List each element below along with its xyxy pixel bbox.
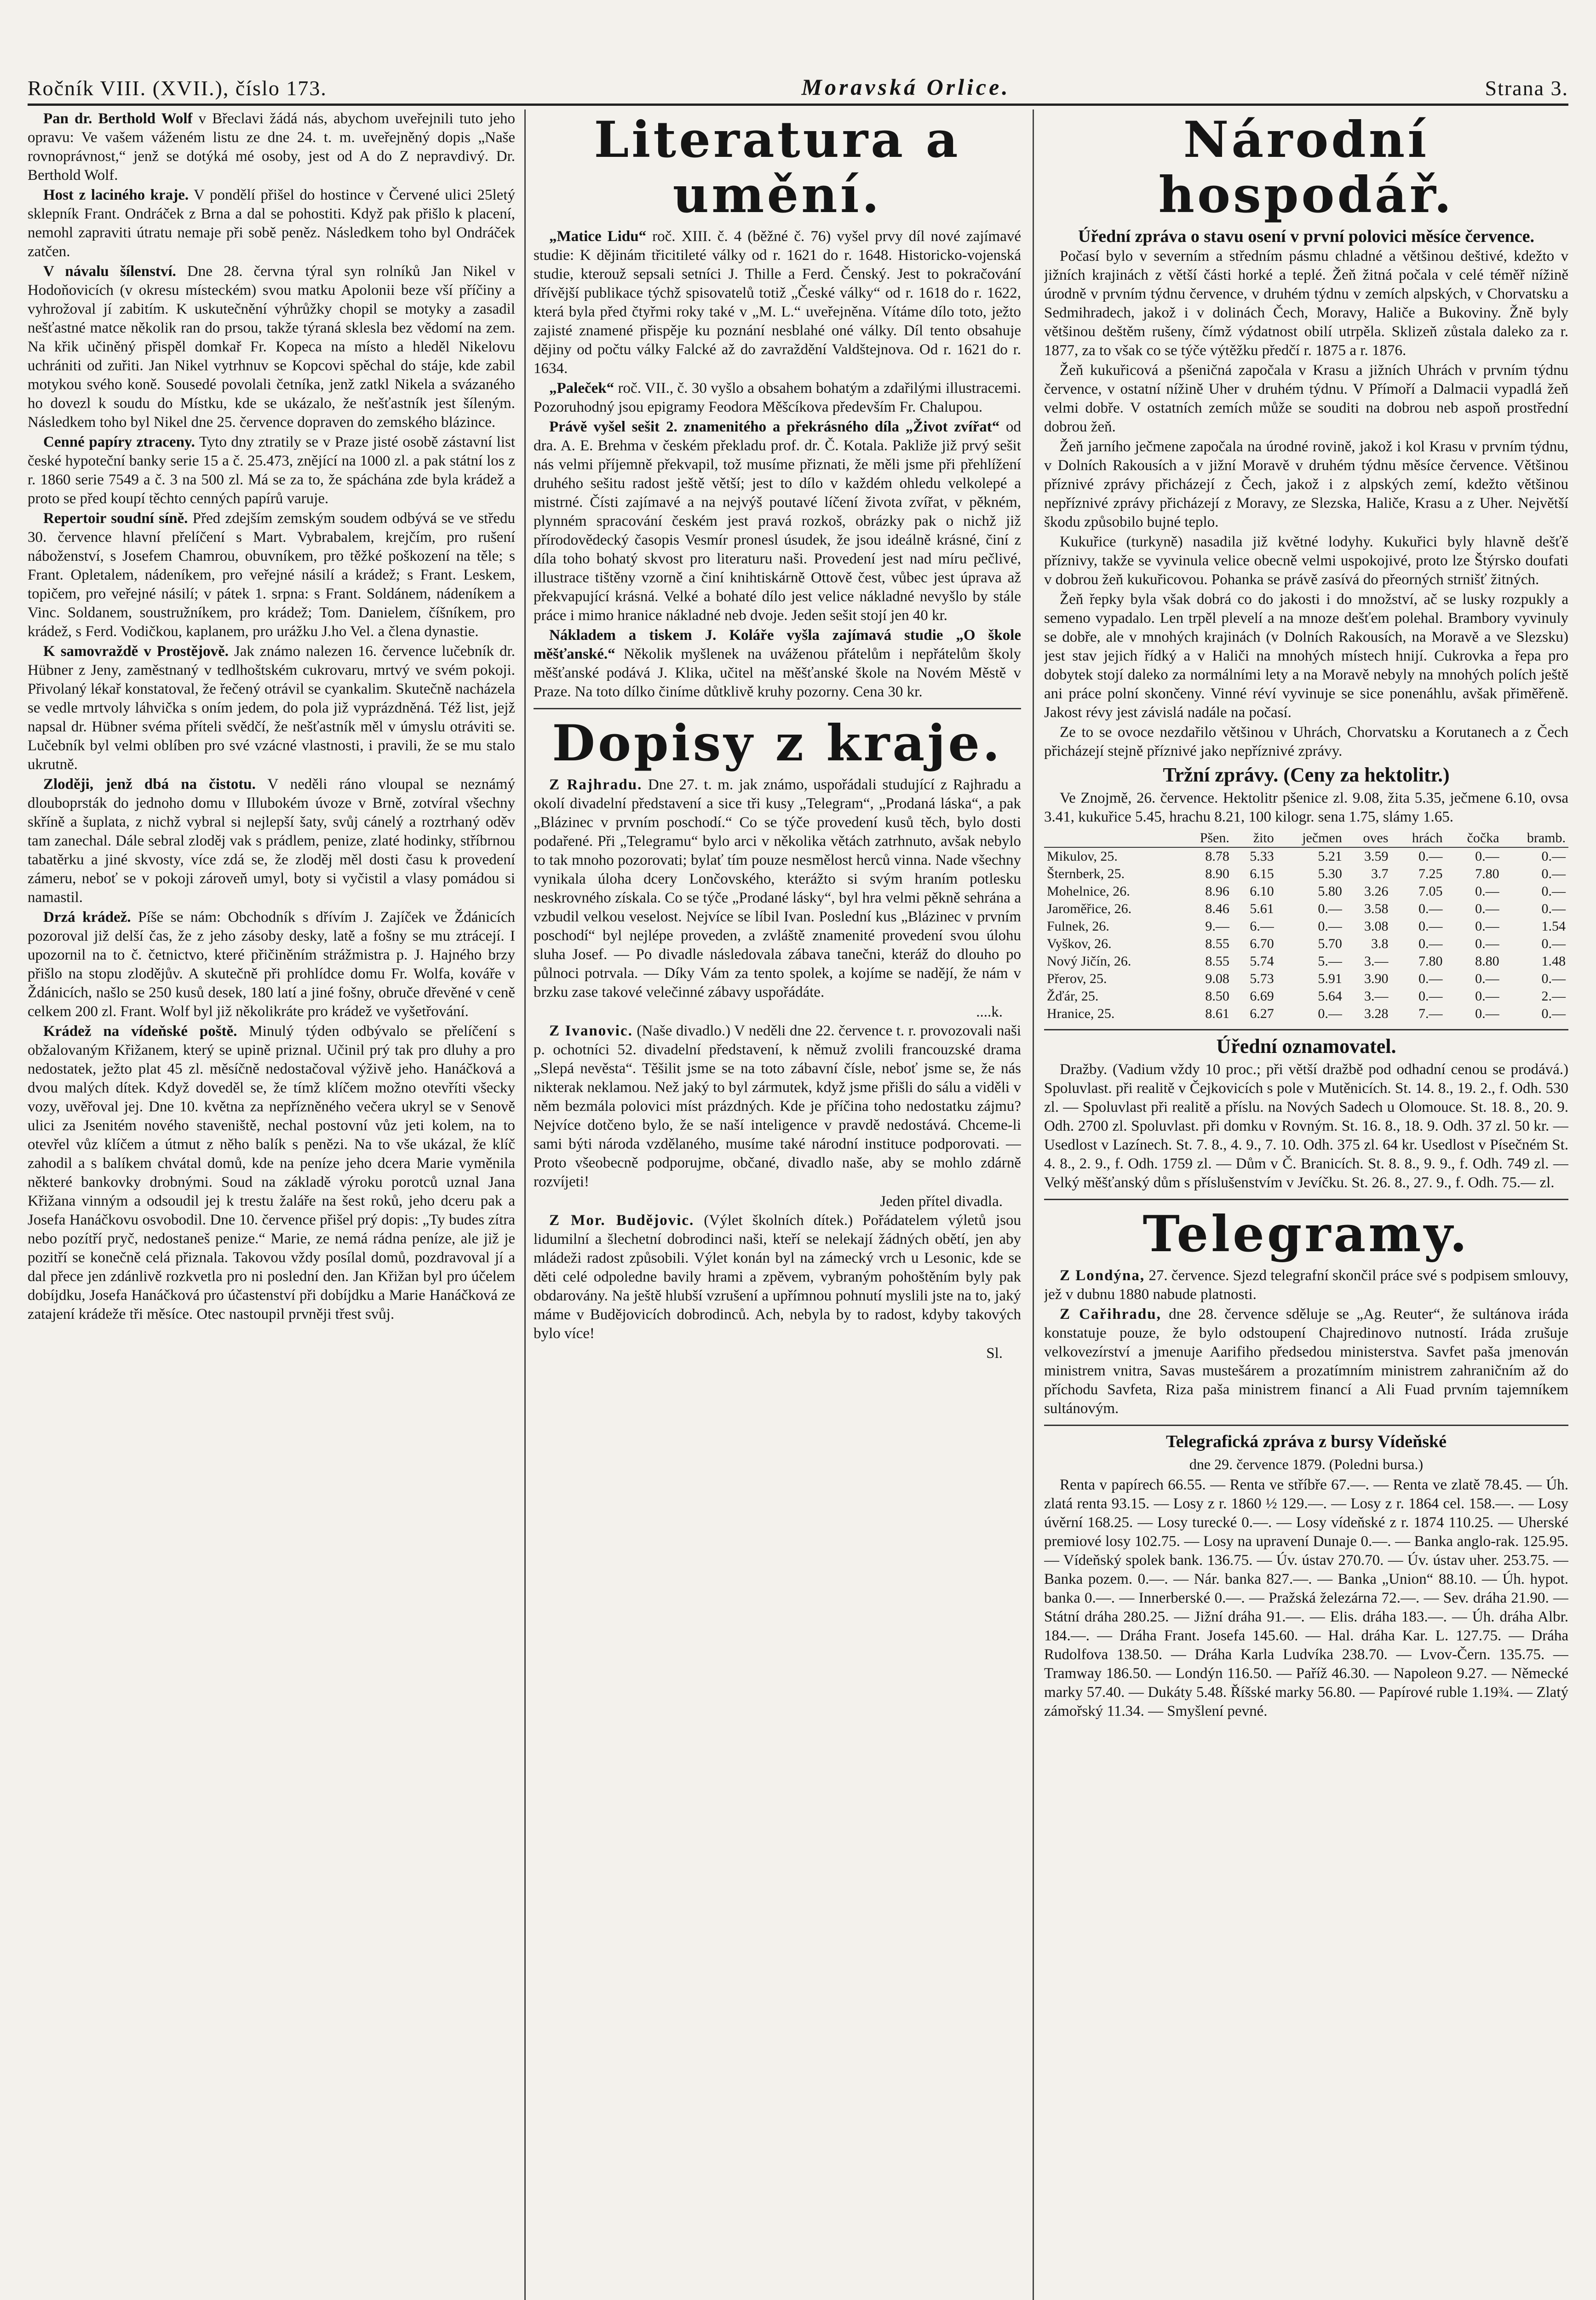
price-cell: Nový Jičín, 26. <box>1047 954 1131 969</box>
section-rule <box>1044 1029 1568 1030</box>
price-cell: 3.26 <box>1364 884 1389 899</box>
notice <box>28 775 515 907</box>
section-rule <box>1044 1199 1568 1200</box>
column-divider <box>1033 109 1034 2300</box>
notice-title: Drzá krádež. <box>43 909 131 926</box>
price-cell: 3.58 <box>1364 901 1389 916</box>
price-cell: 5.— <box>1318 954 1342 969</box>
price-cell: 8.46 <box>1205 901 1229 916</box>
price-cell: 8.55 <box>1205 936 1229 951</box>
price-cell: 0.— <box>1418 989 1443 1004</box>
item-text: roč. XIII. č. 4 (běžné č. 76) vyšel prvy díl nové zajímavé studie: K dějinám třicitileté války od r. 1621 do r. 1648. Historicko-vojenská studie, kterouž sepsali setníci J. Thille a Ferd. Čenský. Jest to pokračování dřívější publikace týchž spisovatelů totiž „České války“ od r. 1618 do r. 1622, která byla před čtyřmi roky také v „M. L.“ uveřejněna. Vítáme dílo toto, ježto zajisté znamené přispěje ku poznání nesblahé oné války. Díl tento obsahuje dějiny od počtu války Falcké až do zavraždění Valdštejnova. Od r. 1621 do r. 1634. <box>534 228 1021 377</box>
notice-title: Host z laciného kraje. <box>43 187 189 203</box>
notice <box>28 433 515 508</box>
notice <box>28 1022 515 1324</box>
telegram-text: dne 28. července sděluje se „Ag. Reuter“, že sultánova iráda konstatuje pouze, že bylo odstoupení Chajredinovo nutností. Iráda zrušuje velkovezírství a jmenuje Aarifiho předsedou ministerstva. Savfet paša jmenován ministrem vnitra, Savas mustešárem a prozatímním ministrem zahraničním až do příchodu Savfeta, Riza paša ministrem financí a Ali Fuad prvním tajemníkem sultánovým. <box>1044 1306 1568 1417</box>
bourse-text: Renta v papírech 66.55. — Renta ve stříbře 67.—. — Renta ve zlatě 78.45. — Úh. zlatá renta 93.15. — Losy z r. 1860 ½ 129.—. — Losy z r. 1864 cel. 158.—. — Losy úvěrní 168.25. — Losy turecké 0.—. — Losy vídeňské z r. 1874 110.25. — Uherské premiové losy 102.75. — Losy na upravení Dunaje 0.—. — Banka anglo-rak. 125.95. — Vídeňský spolek bank. 136.75. — Úv. ústav 270.70. — Úv. ústav uher. 253.75. — Banka pozem. 0.—. — Nár. banka 827.—. — Banka „Union“ 88.10. — Úh. hypot. banka 0.—. — Innerberské 0.—. — Pražská železárna 72.—. — Sev. dráha 21.90. — Státní dráha 280.25. — Jižní dráha 91.—. — Elis. dráha 183.—. — Úh. dráha Albr. 184.—. — Dráha Frant. Josefa 145.60. — Hal. dráha Kar. L. 127.75. — Dráha Rudolfova 138.50. — Dráha Karla Ludvíka 238.70. — Lvov-Čern. 135.75. — Tramway 186.50. — Londýn 116.50. — Paříž 46.30. — Napoleon 9.27. — Německé marky 57.40. — Dukáty 5.48. Říšské marky 56.80. — Papírové ruble 1.19¾. — Zlatý zámořský 11.34. — Smyšlení pevné. <box>1044 1477 1568 1719</box>
table-row <box>1044 883 1568 900</box>
notice <box>28 186 515 261</box>
literature-item <box>534 418 1021 625</box>
price-cell: Hranice, 25. <box>1047 1006 1115 1021</box>
table-row <box>1044 1005 1568 1023</box>
price-cell: 7.80 <box>1475 866 1499 881</box>
letter-place: Z Rajhradu. <box>549 776 643 793</box>
letter-place: Z Mor. Budějovic. <box>549 1212 695 1229</box>
bourse-title: Telegrafická zpráva z bursy Vídeňské <box>1165 1432 1447 1451</box>
price-cell: Fulnek, 26. <box>1047 919 1109 934</box>
price-cell: 5.80 <box>1318 884 1342 899</box>
item-title: Nákladem a tiskem J. Koláře vyšla zajímavá studie „O škole měšťanské.“ <box>534 627 1021 662</box>
section-rule <box>1044 1425 1568 1426</box>
letter-text: (Naše divadlo.) V neděli dne 22. července t. r. provozovali naši p. ochotníci 52. divadelní představení, k němuž zvolili francouzské drama „Slepá nevěsta“. Těšilit jsme se na toto zábavní čísle, neboť jsme se, že nás nikterak neklamou. Než jaký to byl zármutek, když jsme přišli do sálu a viděli v něm bezmála polovici míst prázdných. Kde je příčina toho nedostatku zájmu? Nejvíce dotčeno bylo, že se naší inteligence v pravdě nedostává. Chceme-li sami býti národa vzdělaného, musíme také národní instituce podporovati. — Proto všeobecně podporujme, občané, divadlo naše, aby se mohlo zdárně rozvíjeti! <box>534 1023 1021 1190</box>
letter-signature: ....k. <box>976 1004 1003 1020</box>
price-cell: 5.61 <box>1250 901 1274 916</box>
official-notices-text: Dražby. (Vadium vždy 10 proc.; při větší dražbě pod odhadní cenou se prodává.) Spoluvlast. při realitě v Čejkovicích s pole v Mutěnicích. St. 14. 8., 19. 2., f. Odh. 530 zl. — Spoluvlast při realitě a příslu. na Nových Sadech u Olomouce. St. 18. 8., 20. 9. Odh. 2700 zl. Spoluvlast. při domku v Rovným. St. 16. 8., 18. 9. Odh. 37 zl. 50 kr. — Usedlost v Lazínech. St. 7. 8., 4. 9., 7. 10. Odh. 375 zl. 64 kr. Usedlost v Písečném St. 4. 8., 2. 9., f. Odh. 1759 zl. — Dům v Č. Branicích. St. 8. 8., 9. 9., f. Odh. 749 zl. — Velký měšťanský dům s příslušenstvím v Jevíčku. St. 26. 8., 27. 9., f. Odh. 75.— zl. <box>1044 1061 1568 1191</box>
price-cell: 5.30 <box>1318 866 1342 881</box>
price-cell: 3.59 <box>1364 849 1389 864</box>
price-cell: 7.25 <box>1418 866 1443 881</box>
price-cell: 6.15 <box>1250 866 1274 881</box>
price-cell: 2.— <box>1541 989 1566 1004</box>
notice-text: Jak známo nalezen 16. července lučebník dr. Hübner z Jeny, zaměstnaný v tedlhoštském cukrovaru, mrtvý ve svém pokoji. Přivolaný lékař konstatoval, že řečený otrávil se cyankalim. Skutečně nacházela se vedle mrtvoly láhvička s oním jedem, do pola již vyprázdněná. Též list, jejž napsal dr. Hübner svéma příteli svědčí, že nešťastník měl v úmyslu otráviti se. Lučebník byl velmi oblíben pro své vzácné vlastnosti, i pravili, že se mu stalo ukrutně. <box>28 643 515 773</box>
item-title: „Paleček“ <box>549 380 614 397</box>
price-cell: 3.90 <box>1364 971 1389 986</box>
price-cell: 0.— <box>1318 1006 1342 1021</box>
telegram-text: 27. července. Sjezd telegrafní skončil práce své s podpisem smlouvy, jež v dubnu 1880 nabude platnosti. <box>1044 1267 1568 1303</box>
price-column-header: bramb. <box>1502 829 1568 847</box>
report-paragraph: Ze to se ovoce nezdařilo většinou v Uhrách, Chorvatsku a Korutanech a z Čech přicházejí stejně příznivé jako nepříznivé zprávy. <box>1044 724 1568 759</box>
price-cell: 8.50 <box>1205 989 1229 1004</box>
item-text: roč. VII., č. 30 vyšlo a obsahem bohatým a zdařilými illustracemi. Pozoruhodný jsou epigramy Feodora Měšcíkova především Fr. Chalupou. <box>534 380 1021 415</box>
letter-text: (Výlet školních dítek.) Pořádatelem výletů jsou lidumilní a šlechetní dobrodinci naši, kteří se nelekají žádných obětí, jen aby mládeži radost způsobili. Výlet konán byl na zámecký vrch u Lesonic, kde se děti celé odpoledne bavily hrami a zpěvem, vybraným pohoštěním byly pak obdarovány. Na ještě hlubší vzrušení a upřímnou pohnutí myslili jste na to, jaký máme v Budějovicích dobrodinců. Ach, nebyla by to radost, kdyby takových bylo více! <box>534 1212 1021 1342</box>
table-row <box>1044 847 1568 865</box>
notice-text: V pondělí přišel do hostince v Červené ulici 25letý sklepník Frant. Ondráček z Brna a dal se pohostiti. Když pak přišlo k placení, nemohl zapraviti útratu nemaje při sobě peněz. Následkem toho byl Ondráček zatčen. <box>28 187 515 260</box>
report-paragraph: Kukuřice (turkyně) nasadila již květné lodyhy. Kukuřici byly hlavně dešťě příznivy, takže se vyvinula velice obecně velmi uspokojivé, proto lze Štýrsko doufati v dobrou žeň kukuřicovou. Pohanka se právě zasívá do přeorných strnišť žitných. <box>1044 534 1568 588</box>
letter-text: Dne 27. t. m. jak známo, uspořádali studující z Rajhradu a okolí divadelní představení a sice tři kusy „Telegram“, „Prodaná láska“, a pak „Blázinec v prvním poschodí.“ Co se týče provedení kusů těch, bylo dosti podařené. Při „Telegramu“ bylo arci v několika větách zatrhnuto, avšak nebylo to tak mnoho pozorovati; bylať tím pouze nesmělost herců vinna. Nade všechny vynikala úloha dcery Lončovského, kterážto si svým hraním potlesku neskrovného získala. Co se týče „Prodané lásky“, byl hra velmi pěkně sehrána a vzbudil velkou veselost. Nejvíce se líbil Ivan. Poslední kus „Blázinec v prvním poschodí“ byl nejlépe proveden, a zvláště znamenité provedení svou úlohu sluha Josef. — Po divadle následovala zábava tanečni, kteráž do dlouho po půlnoci potrvala. — Díky Vám za tento spolek, a kojíme se nadějí, že nám v brzku zase takové velečinné zábavy uspořádáte. <box>534 776 1021 1000</box>
table-row <box>1044 970 1568 988</box>
market-intro: Ve Znojmě, 26. července. Hektolitr pšenice zl. 9.08, žita 5.35, ječmene 6.10, ovsa 3.41, kukuřice 5.45, hrachu 8.21, 100 kilogr. sena 1.75, slámy 1.65. <box>1044 790 1568 825</box>
price-cell: 5.33 <box>1250 849 1274 864</box>
price-cell: 8.61 <box>1205 1006 1229 1021</box>
price-cell: 3.7 <box>1371 866 1389 881</box>
column-local-news <box>28 109 515 2300</box>
official-notices-title: Úřední oznamovatel. <box>1216 1035 1396 1058</box>
price-cell: 6.27 <box>1250 1006 1274 1021</box>
price-column-header: Pšen. <box>1179 829 1232 847</box>
price-cell: 0.— <box>1475 884 1499 899</box>
price-table-header <box>1044 829 1568 847</box>
price-cell: 9.08 <box>1205 971 1229 986</box>
market-reports-title: Tržní zprávy. (Ceny za hektolitr.) <box>1163 764 1450 786</box>
price-table-body <box>1044 847 1568 1023</box>
price-cell: Mikulov, 25. <box>1047 849 1118 864</box>
price-table <box>1044 829 1568 1023</box>
price-cell: Jaroměřice, 26. <box>1047 901 1132 916</box>
price-cell: Mohelnice, 26. <box>1047 884 1130 899</box>
price-cell: 0.— <box>1475 936 1499 951</box>
item-text: od dra. A. E. Brehma v českém překladu prof. dr. Č. Kotala. Pakliže již prvý sešit nás velmi příjemně překvapil, tož musíme přiznati, že měli jsme při přehlížení druhého sešitu radost ještě větší; jest to dílo v každém ohledu velkolepé a mistrné. Čísti zajímavé a na nejvýš poutavé líčení života zvířat, v pěkném, plynném spracování českém jest pravá rozkoš, obrázky pak o nichž již přírodovědecký časopis Vesmír pronesl úsudek, že jsou ideálně krásné, činí z díla toho bohatý skvost pro literaturu naši. Provedení jest nad míru pečlivé, illustrace tištěny vzorně a činí knihtiskárně Ottově čest, vůbec jest úprava až překvapující krásná. Velké a bohaté dílo jest velice nákladné nevyšlo by stále práce i mimo hranice nákladné neb dvoje. Jeden sešit stojí jen 40 kr. <box>534 419 1021 624</box>
price-cell: 0.— <box>1541 866 1566 881</box>
price-cell: 0.— <box>1541 1006 1566 1021</box>
price-cell: 0.— <box>1541 849 1566 864</box>
letter-place: Z Ivanovic. <box>549 1023 633 1039</box>
notice-text: Minulý týden odbývalo se přelíčení s obžalovaným Křižanem, který se upině priznal. Učinil prý tak pro dluhy a pro nedostatek, ježto plat 45 zl. měsíčně nedostačoval výživě jeho. Hanáčková a dvou malých dítek. Když doveděl se, že tímž klíčem možno otevříti všecky vozy, uvěřoval jej. Dne 10. května za nepřízněného večera ukryl se v Senově ulici za Jsenitém nového staveniště, nechal postovní vůz jeti kolem, na to otevřel vůz klíčem a útmut z něho balík s penězi. Na to vše ukázal, že klíč zahodil a s balíkem chvátal domů, kde na peníze jeho dcera Marie vyměnila některé bankovky drobnými. Soud na základě výroku porotců uznal Jana Křižana vinným a odsoudil jej k trestu žaláře na šest roků, jeho dceru pak a Josefa Hanáčkovu osvobodil. Dne 10. července přišel prý dopis: „Ty budes zítra nebo pozítří pryč, nedostaneš penize.“ Marie, ze nemá rádna peníze, ale již je pozitří se konečně celá přiznala. Takovou vždy posílal domů, pozdravoval jí a dal přece jen zdánlivě rozkvetla pro ni poslední den. Jan Křižan byl pro účelem dobíjdku, Josefa Hanáčková pro účastenství při dobíjdku a Marie Hanáčková ze zatajení krádeže tři měsíce. Otec nastoupil prvněji třest svůj. <box>28 1023 515 1322</box>
price-cell: 6.— <box>1250 919 1274 934</box>
price-cell: 0.— <box>1475 849 1499 864</box>
price-cell: 5.64 <box>1318 989 1342 1004</box>
price-cell: 0.— <box>1541 936 1566 951</box>
telegram-place: Z Londýna, <box>1060 1267 1145 1284</box>
notice-text: Dne 28. června týral syn rolníků Jan Nikel v Hodoňovicích (v okresu místeckém) svou matku Apolonii beze vší příčiny a vyhrožoval jí zabitím. K uskutečnění výhrůžky chopil se motyky a zasadil nešťastné matce několik ran do prsou, takže týraná sklesla bez vědomí na zem. Na křik učiněný přispěl domkař Fr. Kopeca na místo a hleděl Nikelovu uchrániti od zuřiti. Jan Nikel vytrhnuv se Kopcovi spěchal do stáje, kde zabil motykou svého koně. Sousedé povolali četníka, jenž zatkl Nikela a svázaného ho dovezl k soudu do Místku, kde se ukázalo, že nešťastník jest šíleným. Následkem toho byl Nikel dne 25. července dopraven do zemského blázince. <box>28 263 515 431</box>
report-paragraph: Žeň řepky byla však dobrá co do jakosti i do množství, ač se lusky rozpukly a semeno vypadalo. Len trpěl plevelí a na mnoze dešťem polehal. Brambory vyvinuly se dobře, ale v mnohých krajinách (v Dolních Rakousích, na Moravě a ve Slezsku) jest stav jejich řídký a v Haliči na mnohých místech hnijí. Cukrovka a řepa pro dobytek stojí daleko za normálními lety a na Moravě nebyly na mnohých polích ještě ani práce polní skončeny. Vinné réví vyvinuje se sice ponenáhlu, avšak přiměřeně. Jakost révy jest závislá nadále na počasí. <box>1044 591 1568 721</box>
price-cell: 0.— <box>1318 901 1342 916</box>
price-cell: 0.— <box>1475 901 1499 916</box>
price-cell: 8.78 <box>1205 849 1229 864</box>
price-cell: 0.— <box>1475 1006 1499 1021</box>
notice-title: Krádež na vídeňské poště. <box>43 1023 237 1040</box>
price-cell: 0.— <box>1318 919 1342 934</box>
price-cell: 3.— <box>1364 989 1389 1004</box>
price-cell: 0.— <box>1418 919 1443 934</box>
price-cell: Vyškov, 26. <box>1047 936 1112 951</box>
notice-text: Píše se nám: Obchodník s dřívím J. Zajíček ve Ždánicích pozoroval již delší čas, že z jeho zásoby desky, latě a fošny se mu ztrácejí. I upozornil na to č. četnictvo, které přičiněním strážmistra p. J. Hajného brzy přišlo na stopu zlodějův. A skutečně při prohlídce domu Fr. Wolfa, kováře v Ždánicích, našlo se 250 kusů desek, 180 latí a jiné fošny, obruče dřevěné v ceně celkem 200 zl. Frant. Wolf byl již několikráte pro krádež ve vyšetřování. <box>28 909 515 1020</box>
price-column-header: čočka <box>1446 829 1502 847</box>
price-cell: 5.91 <box>1318 971 1342 986</box>
notice-title: V návalu šílenství. <box>43 263 176 280</box>
newspaper-name: Moravská Orlice. <box>801 74 1010 100</box>
item-text: Několik myšlenek na uváženou přátelům i nepřátelům školy měšťanské podává J. Klika, učitel na měšťanské škole na Novém Městě v Praze. Na toto dílko činíme důtklivě kruhy pozorny. Cena 30 kr. <box>534 646 1021 700</box>
price-cell: 3.8 <box>1371 936 1389 951</box>
header-rule <box>28 104 1568 106</box>
report-paragraph: Žeň jarního ječmene započala na úrodné rovině, jakož i kol Krasu v prvním týdnu, v Dolních Rakousích a v jižní Moravě v druhém týdnu měsíce července. Většinou příznivé zprávy přicházejí z Čech, jakož i z alpských zemí, kdežto většinou nepříznivé zprávy přicházejí z Moravy, ze Slezska, Haliče, Krasu a z Uher. Největší škodu způsobilo bujné teplo. <box>1044 438 1568 530</box>
letter-signature: Sl. <box>986 1345 1003 1362</box>
table-row <box>1044 935 1568 953</box>
price-cell: Přerov, 25. <box>1047 971 1107 986</box>
price-cell: Žďár, 25. <box>1047 989 1099 1004</box>
price-cell: Šternberk, 25. <box>1047 866 1125 881</box>
price-cell: 8.90 <box>1205 866 1229 881</box>
price-cell: 1.48 <box>1541 954 1566 969</box>
section-title-letters: Dopisy z kraje. <box>552 714 1003 772</box>
price-column-header <box>1044 829 1179 847</box>
price-cell: 6.10 <box>1250 884 1274 899</box>
price-cell: 7.80 <box>1418 954 1443 969</box>
literature-item <box>534 227 1021 378</box>
notice-title: Repertoir soudní síně. <box>43 510 188 527</box>
section-title-economy: Národní hospodář. <box>1158 111 1454 224</box>
price-cell: 0.— <box>1475 989 1499 1004</box>
notice <box>28 262 515 432</box>
price-cell: 1.54 <box>1541 919 1566 934</box>
notice-title: Zloději, jenž dbá na čistotu. <box>43 776 256 793</box>
price-cell: 0.— <box>1541 901 1566 916</box>
notice <box>28 509 515 641</box>
price-cell: 0.— <box>1418 971 1443 986</box>
column-economy <box>1044 109 1568 2300</box>
notice-text: v Břeclavi žádá nás, abychom uveřejnili tuto jeho opravu: Ve vašem váženém listu ze dne 24. t. m. uveřejněný dopis „Naše rovnoprávnost,“ jenž se dotýká mé osoby, jest od A do Z nepravdivý. Dr. Berthold Wolf. <box>28 110 515 184</box>
notice-title: K samovraždě v Prostějově. <box>43 643 229 660</box>
telegram <box>1044 1305 1568 1418</box>
column-divider <box>524 109 526 2300</box>
notice-text: Před zdejším zemským soudem odbývá se ve středu 30. července hlavní přelíčení s Mart. Vybrabalem, krejčím, pro rušení náboženství, s Josefem Chamrou, obuvníkem, pro těžké poškození na těle; s Frant. Opletalem, nádeníkem, pro veřejné násilí a krádež; s Frant. Leskem, topičem, pro veřejné násilí; v pátek 1. srpna: s Frant. Soldánem, nádeníkem a Vinc. Soldanem, soustružníkem, pro krádež; Tom. Danielem, číšníkem, pro krádež, s Ferd. Vodičkou, kaplanem, pro urážku J.ho Vel. a člena dynastie. <box>28 510 515 640</box>
notice-title: Pan dr. Berthold Wolf <box>43 110 193 127</box>
table-row <box>1044 953 1568 970</box>
item-title: Právě vyšel sešit 2. znamenitého a překrásného díla „Život zvířat“ <box>549 419 1000 435</box>
running-header <box>28 54 1568 100</box>
price-cell: 0.— <box>1475 971 1499 986</box>
notice <box>28 908 515 1021</box>
price-cell: 7.05 <box>1418 884 1443 899</box>
letter <box>534 1211 1021 1343</box>
price-cell: 3.— <box>1364 954 1389 969</box>
column-literature-letters <box>534 109 1021 2300</box>
price-cell: 3.28 <box>1364 1006 1389 1021</box>
item-title: „Matice Lidu“ <box>549 228 647 245</box>
report-title: Úřední zpráva o stavu osení v první polovici měsíce července. <box>1078 227 1535 246</box>
price-cell: 8.80 <box>1475 954 1499 969</box>
price-cell: 7.— <box>1418 1006 1443 1021</box>
price-cell: 6.69 <box>1250 989 1274 1004</box>
price-cell: 8.96 <box>1205 884 1229 899</box>
price-cell: 0.— <box>1475 919 1499 934</box>
telegram-place: Z Cařihradu, <box>1060 1306 1161 1322</box>
table-row <box>1044 918 1568 935</box>
letter <box>534 776 1021 1002</box>
price-cell: 5.70 <box>1318 936 1342 951</box>
price-cell: 5.21 <box>1318 849 1342 864</box>
section-title-telegrams: Telegramy. <box>1142 1205 1470 1263</box>
report-paragraph: Počasí bylo v severním a středním pásmu chladné a většinou deštivé, kdežto v jižních krajinách z větší části horké a teplé. Žeň žitná počala v celé téměř nížině úrodně v prvním týdnu července, v druhém týdnu v zemích alpských, v Chorvatsku a Sedmihradech, jakož i v dolinách Čech, Moravy, Haliče a Bukoviny. Žně byly většinou deštěm rušeny, čímž výdatnost obilí utrpěla. Sklizeň zůstala daleko za r. 1877, za to však co se týče výtěžku předčí r. 1875 a r. 1876. <box>1044 248 1568 359</box>
price-cell: 0.— <box>1541 971 1566 986</box>
issue-number: Ročník VIII. (XVII.), číslo 173. <box>28 76 327 100</box>
price-cell: 0.— <box>1418 901 1443 916</box>
letter-signature: Jeden přítel divadla. <box>880 1193 1003 1210</box>
table-row <box>1044 865 1568 883</box>
telegram <box>1044 1266 1568 1304</box>
price-cell: 3.08 <box>1364 919 1389 934</box>
literature-item <box>534 379 1021 417</box>
notice-title: Cenné papíry ztraceny. <box>43 434 195 450</box>
page-number: Strana 3. <box>1485 76 1568 100</box>
price-cell: 5.74 <box>1250 954 1274 969</box>
price-column-header: oves <box>1345 829 1391 847</box>
price-cell: 9.— <box>1205 919 1229 934</box>
price-cell: 5.73 <box>1250 971 1274 986</box>
table-row <box>1044 988 1568 1005</box>
report-paragraph: Žeň kukuřicová a pšeničná započala v Krasu a jižních Uhrách v prvním týdnu července, v ostatní nížině Uher v druhém týdnu. V Přímoří a Dalmacii vypadlá žeň velmi dobře. V ostatních zemích může se souditi na dobrou neb aspoň prostřední dobrou žeň. <box>1044 362 1568 435</box>
letter <box>534 1022 1021 1191</box>
section-rule <box>534 708 1021 709</box>
price-cell: 0.— <box>1418 936 1443 951</box>
notice <box>28 642 515 774</box>
notice-text: Tyto dny ztratily se v Praze jisté osobě zástavní list české hypoteční banky serie 15 a č. 25.473, znějící na 1000 zl. a pak státní los z r. 1860 serie 7549 a č. 3 na 500 zl. Má se za to, že spáchána zde byla krádež a proto se před koupí těchto cenných papírů varuje. <box>28 434 515 507</box>
price-column-header: žito <box>1232 829 1277 847</box>
table-row <box>1044 900 1568 918</box>
price-cell: 0.— <box>1418 849 1443 864</box>
bourse-date: dne 29. července 1879. (Poledni bursa.) <box>1189 1456 1424 1472</box>
notice-text: V neděli ráno vloupal se neznámý dlouboprsták do jednoho domu v Illubokém úvoze v Brně, zotvíral všechny skříně a šuplata, z nichž vybral si nejlepší šaty, svůj cánelý a roztrhaný oděv tam zanechal. Dále sebral zloděj vak s prádlem, penize, zlaté hodinky, stříbrnou tabatěrku a jiné skvosty, více zdá se, že zloděj měl dosti času k provedení zámeru, neboť se v pokoji zároveň umyl, boty si vyčistil a vlasy pomádou si namastil. <box>28 776 515 906</box>
price-cell: 0.— <box>1541 884 1566 899</box>
price-cell: 6.70 <box>1250 936 1274 951</box>
price-column-header: hrách <box>1391 829 1445 847</box>
price-cell: 8.55 <box>1205 954 1229 969</box>
price-column-header: ječmen <box>1277 829 1345 847</box>
notice <box>28 109 515 185</box>
section-title-literature: Literatura a umění. <box>594 111 961 224</box>
literature-item <box>534 626 1021 702</box>
